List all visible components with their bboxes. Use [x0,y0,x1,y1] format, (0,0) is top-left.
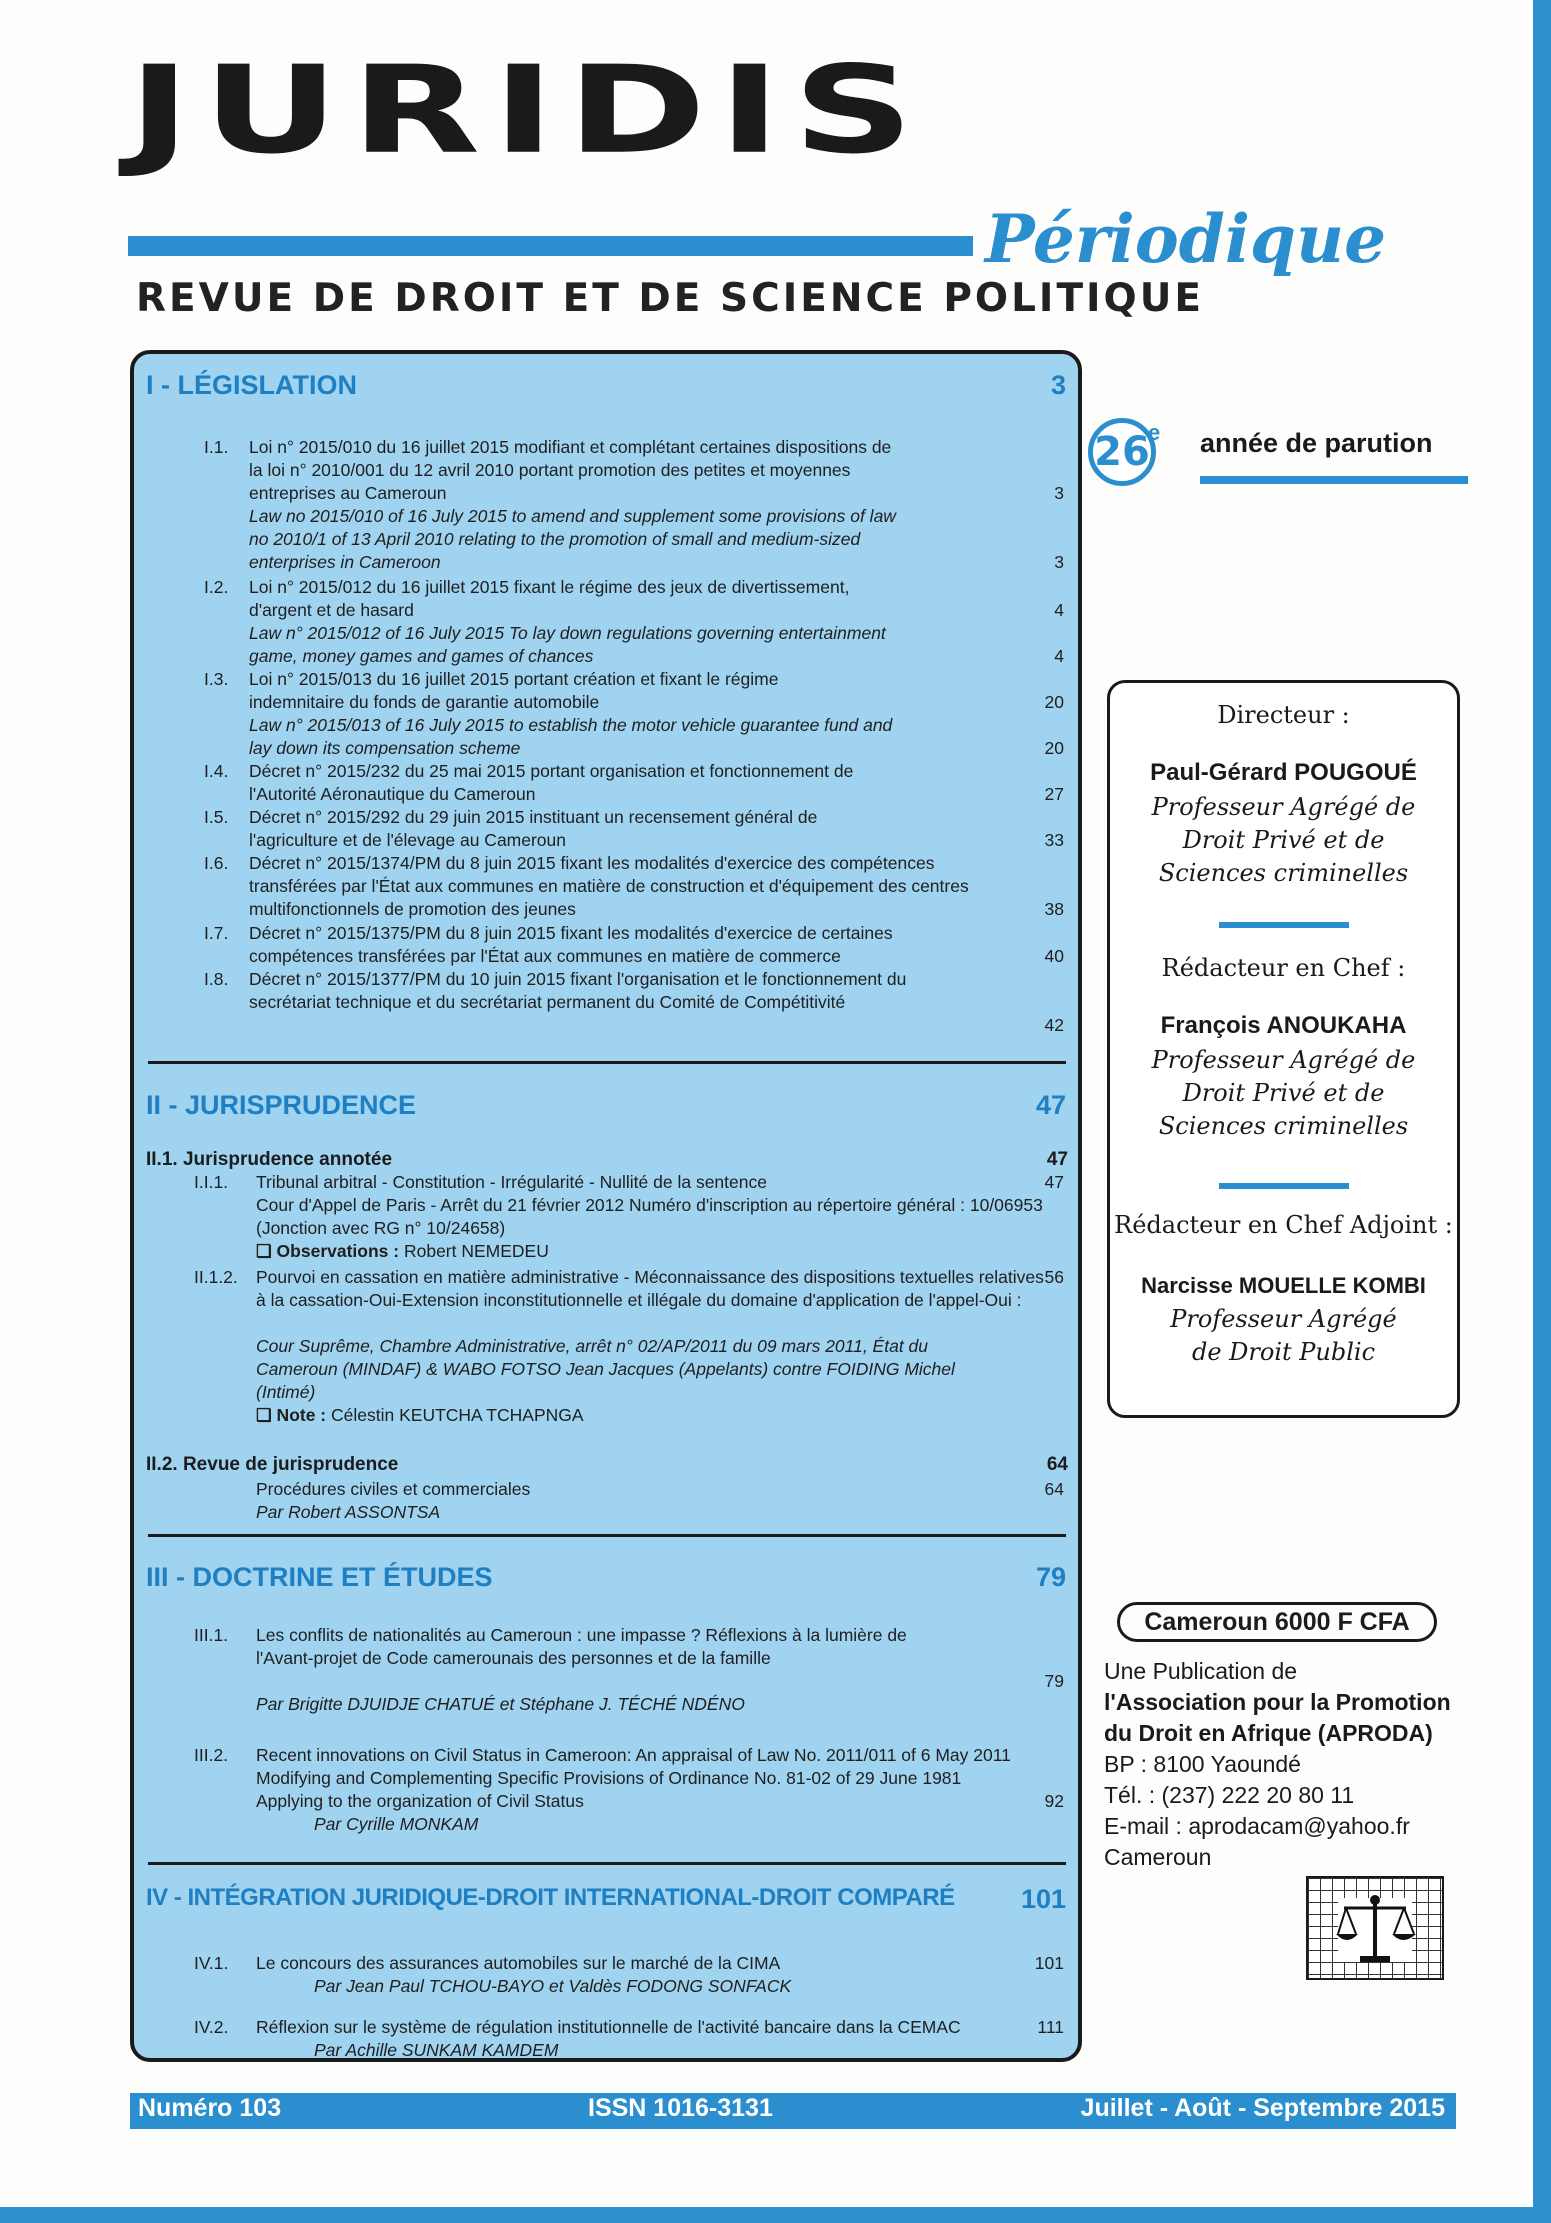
chief-desc: Professeur Agrégé de Droit Privé et de Sciences criminelles [1151,1046,1416,1140]
entry-text: Procédures civiles et commerciales [256,1479,531,1499]
entry-text: Recent innovations on Civil Status in Cameroon: An appraisal of Law No. 2011/011 of 6 May 2011 Modifying and Complementing Specific Provisions of Ordinance No. 81-02 of 29 June 1981 Applying to the organization of Civil Status [256,1745,1011,1811]
deputy-name: Narcisse MOUELLE KOMBI [1141,1273,1426,1298]
observations-label: ❑ Observations : [256,1241,400,1261]
entry-page: 56 [1044,1267,1064,1287]
badge-suffix: e [1148,420,1161,445]
toc-entry [194,1744,1074,1844]
entry-text: Décret n° 2015/1375/PM du 8 juin 2015 fixant les modalités d'exercice de certaines compétences transférées par l'État aux communes en matière de commerce [249,923,893,966]
entry-text: Décret n° 2015/292 du 29 juin 2015 instituant un recensement général de l'agriculture et de l'élevage au Cameroun [249,807,818,850]
masthead-band [128,236,973,256]
entry-number: IV.2. [194,2017,229,2037]
entry-page: 33 [1044,830,1064,850]
chief-role: Rédacteur en Chef : [1161,954,1406,982]
section-doctrine-title: III - DOCTRINE ET ÉTUDES [146,1562,493,1592]
entry-page: 111 [1037,2017,1064,2037]
right-edge-strip [1533,0,1551,2223]
entry-author: Par Jean Paul TCHOU-BAYO et Valdès FODONG SONFACK [314,1976,792,1996]
deputy-desc: Professeur Agrégé de Droit Public [1170,1305,1397,1366]
toc-entry [194,1952,1074,2000]
toc-entry [204,668,1074,763]
entry-number: I.6. [204,853,229,873]
entry-page: 3 [1054,483,1064,503]
toc-entry [194,2016,1074,2064]
toc-entry [194,1478,1074,1526]
publisher-bp: BP : 8100 Yaoundé [1104,1751,1301,1777]
section-doctrine-page: 79 [1035,1562,1066,1592]
entry-number: I.4. [204,761,229,781]
entry-text: Loi n° 2015/013 du 16 juillet 2015 portant création et fixant le régime indemnitaire du fonds de garantie automobile [249,669,779,712]
entry-number: II.1.2. [194,1267,238,1287]
toc-entry [194,1266,1074,1431]
anniversary-badge [1088,418,1468,488]
scales-of-justice-icon [1306,1876,1444,1980]
section-divider [148,1534,1066,1537]
entry-number: I.5. [204,807,229,827]
footer-issue: Numéro 103 [138,2094,282,2122]
badge-text: année de parution [1200,428,1433,458]
section-jurisprudence-page: 47 [1035,1090,1066,1120]
entry-number: I.I.1. [194,1172,229,1192]
toc-entry [204,922,1074,970]
entry-page: 92 [1044,1791,1064,1811]
entry-number: I.1. [204,437,229,457]
entry-page: 101 [1034,1953,1064,1973]
entry-english: Law n° 2015/013 of 16 July 2015 to establish the motor vehicle guarantee fund and lay down its compensation scheme [249,715,893,758]
entry-english: Law no 2015/010 of 16 July 2015 to amend and supplement some provisions of law no 2010/1 of 13 April 2010 relating to the promotion of small and medium-sized enterprises in Cameroon [249,506,896,572]
publisher-line: Une Publication de [1104,1658,1298,1684]
toc-entry [204,576,1074,671]
subsection-title: II.1. Jurisprudence annotée [146,1149,393,1170]
entry-text: Les conflits de nationalités au Cameroun : une impasse ? Réflexions à la lumière de l'Avant-projet de Code camerounais des personnes et de la famille [256,1625,907,1668]
entry-number: IV.1. [194,1953,229,1973]
observations-author: Robert NEMEDEU [403,1241,549,1261]
entry-text: Tribunal arbitral - Constitution - Irrégularité - Nullité de la sentence [256,1172,767,1192]
chief-name: François ANOUKAHA [1160,1012,1407,1039]
entry-page: 3 [1054,552,1064,572]
entry-number: III.2. [194,1745,229,1765]
entry-number: I.2. [204,577,229,597]
entry-number: III.1. [194,1625,229,1645]
masthead-script-title: Périodique [985,200,1387,278]
table-of-contents [130,350,1082,2062]
entry-text: Réflexion sur le système de régulation institutionnelle de l'activité bancaire dans la CEMAC [256,2017,961,2037]
director-desc: Professeur Agrégé de Droit Privé et de Sciences criminelles [1151,793,1416,887]
subsection-page: 47 [1046,1149,1068,1170]
toc-entry [194,1171,1074,1266]
entry-english: Law n° 2015/012 of 16 July 2015 To lay down regulations governing entertainment game, money games and games of chances [249,623,886,666]
entry-page: 40 [1044,946,1064,966]
masthead-subtitle: REVUE DE DROIT ET DE SCIENCE POLITIQUE [136,276,1205,321]
badge-number: 26 [1088,418,1156,486]
footer-issn: ISSN 1016-3131 [588,2094,773,2122]
editorial-box [1107,680,1460,1418]
entry-text: Décret n° 2015/1377/PM du 10 juin 2015 fixant l'organisation et le fonctionnement du secrétariat technique et du secrétariat permanent du Comité de Compétitivité [249,969,907,1012]
entry-detail: Cour d'Appel de Paris - Arrêt du 21 février 2012 Numéro d'inscription au répertoire général : 10/06953 (Jonction avec RG n° 10/24658) [256,1195,1043,1238]
publisher-tel: Tél. : (237) 222 20 80 11 [1104,1782,1355,1808]
subsection-title: II.2. Revue de jurisprudence [146,1454,399,1475]
entry-page: 27 [1044,784,1064,804]
toc-entry [204,436,1074,586]
entry-author: Par Brigitte DJUIDJE CHATUÉ et Stéphane J. TÉCHÉ NDÉNO [256,1694,745,1714]
director-role: Directeur : [1217,701,1350,729]
section-integration-page: 101 [1020,1884,1066,1914]
entry-page: 4 [1054,646,1064,666]
section-divider [148,1061,1066,1064]
deputy-role: Rédacteur en Chef Adjoint : [1114,1211,1453,1239]
price-tag: Cameroun 6000 F CFA [1117,1602,1437,1642]
toc-entry [204,806,1074,854]
toc-entry [204,760,1074,808]
entry-author: Par Cyrille MONKAM [314,1814,479,1834]
publisher-country: Cameroun [1104,1844,1212,1870]
section-jurisprudence-title: II - JURISPRUDENCE [146,1090,417,1120]
entry-page: 42 [1044,1015,1064,1035]
entry-page: 79 [1044,1671,1064,1691]
entry-page: 4 [1054,600,1064,620]
footer-date: Juillet - Août - Septembre 2015 [1080,2094,1445,2122]
entry-text: Décret n° 2015/1374/PM du 8 juin 2015 fixant les modalités d'exercice des compétences transférées par l'État aux communes en matière de construction et d'équipement des centres multifonctionnels de promotion des jeunes [249,853,969,919]
editorial-separator [1219,922,1349,928]
entry-text: Décret n° 2015/232 du 25 mai 2015 portant organisation et fonctionnement de l'Autorité Aéronautique du Cameroun [249,761,854,804]
entry-text: Loi n° 2015/010 du 16 juillet 2015 modifiant et complétant certaines dispositions de la loi n° 2010/001 du 12 avril 2010 portant promotion des petites et moyennes entreprises au Cameroun [249,437,892,503]
entry-page: 20 [1044,692,1064,712]
toc-entry [194,1624,1074,1724]
entry-page: 20 [1044,738,1064,758]
section-integration-title: IV - INTÉGRATION JURIDIQUE-DROIT INTERNATIONAL-DROIT COMPARÉ [146,1884,955,1911]
entry-page: 64 [1044,1479,1064,1499]
entry-text: Loi n° 2015/012 du 16 juillet 2015 fixant le régime des jeux de divertissement, d'argent et de hasard [249,577,850,620]
badge-underline [1200,476,1468,484]
entry-author: Par Robert ASSONTSA [256,1502,441,1522]
toc-entry [204,852,1074,922]
note-label: ❑ Note : [256,1405,327,1425]
entry-detail: Cour Suprême, Chambre Administrative, arrêt n° 02/AP/2011 du 09 mars 2011, État du Cameroun (MINDAF) & WABO FOTSO Jean Jacques (Appelants) contre FOIDING Michel (Intimé) [256,1336,955,1402]
entry-page: 47 [1044,1172,1064,1192]
entry-number: I.8. [204,969,229,989]
director-name: Paul-Gérard POUGOUÉ [1150,759,1417,786]
section-legislation-title: I - LÉGISLATION [146,370,357,400]
entry-number: I.3. [204,669,229,689]
publisher-info [1104,1656,1484,1873]
entry-page: 38 [1044,899,1064,919]
entry-text: Pourvoi en cassation en matière administrative - Méconnaissance des dispositions textuelles relatives à la cassation-Oui-Extension inconstitutionnelle et illégale du domaine d'application de l'appel-Oui : [256,1267,1044,1310]
section-divider [148,1862,1066,1865]
entry-author: Par Achille SUNKAM KAMDEM [314,2040,559,2060]
masthead-title: JURIDIS [128,39,926,181]
subsection-page: 64 [1046,1454,1068,1475]
entry-text: Le concours des assurances automobiles sur le marché de la CIMA [256,1953,781,1973]
publisher-org: l'Association pour la Promotion du Droit en Afrique (APRODA) [1104,1689,1451,1746]
publisher-email: E-mail : aprodacam@yahoo.fr [1104,1813,1410,1839]
note-author: Célestin KEUTCHA TCHAPNGA [331,1405,584,1425]
editorial-separator [1219,1183,1349,1189]
bottom-edge-strip [0,2207,1551,2223]
toc-entry [204,968,1074,1040]
section-legislation-page: 3 [1050,370,1066,400]
entry-number: I.7. [204,923,229,943]
